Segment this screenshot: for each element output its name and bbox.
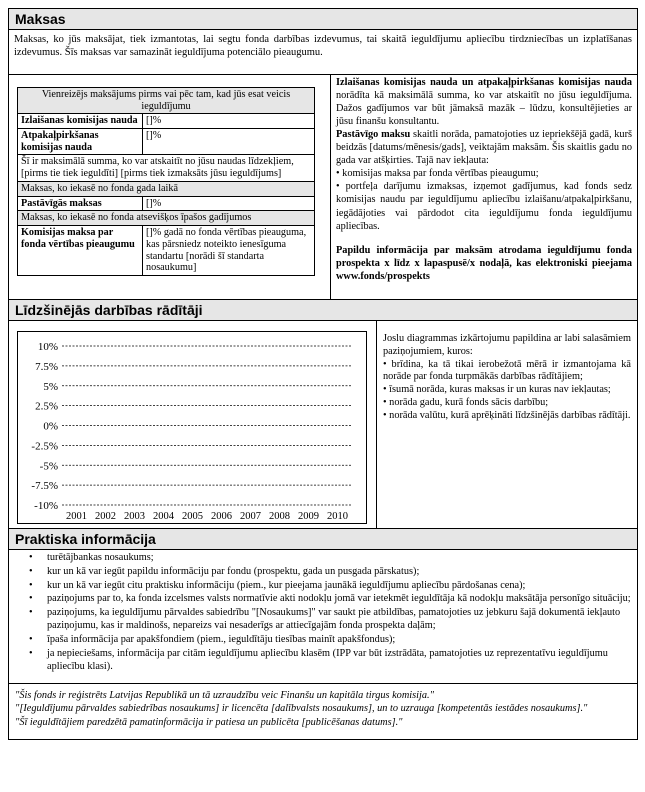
performance-description-intro: Joslu diagrammas izkārtojumu papildina ar labi salasāmiem paziņojumiem, kuros: bbox=[383, 332, 631, 357]
annual-charges-header: Maksas, ko iekasē no fonda gada laikā bbox=[18, 181, 315, 196]
ongoing-explanation bbox=[336, 128, 632, 167]
list-item-text: kur un kā var iegūt citu praktisku informāciju (piem., kur pieejama jaunākā ieguldījumu apliecību pārdošanas cena); bbox=[47, 579, 526, 591]
performance-bullet-1: • brīdina, ka tā tikai ierobežotā mērā ir izmantojama kā norāde par fonda turpmākās darbības rādītājiem; bbox=[383, 358, 631, 383]
bullet-icon: • bbox=[29, 593, 33, 605]
footer-line-1: "Šis fonds ir reģistrēts Latvijas Republikā un tā uzraudzību veic Finanšu un kapitāla tirgus komisija." bbox=[15, 689, 434, 701]
list-item-text: ja nepieciešams, informācija par citām ieguldījumu apliecību klasēm (IPP var būt izstrādāta, pamatojoties uz reprezentatīvu ieguldījumu apliecību klasi). bbox=[47, 647, 608, 672]
fees-explanation bbox=[331, 75, 637, 299]
exit-charge-value: []% bbox=[143, 129, 315, 155]
bullet-icon: • bbox=[29, 565, 33, 577]
y-tick-label: 5% bbox=[43, 380, 58, 393]
y-tick-label: 10% bbox=[37, 340, 58, 353]
x-tick-label: 2002 bbox=[95, 510, 116, 522]
x-tick-label: 2004 bbox=[153, 510, 174, 522]
list-item bbox=[15, 634, 631, 647]
y-tick-label: -10% bbox=[34, 499, 58, 512]
list-item-text: turētājbankas nosaukums; bbox=[47, 551, 154, 563]
x-tick-label: 2003 bbox=[124, 510, 145, 522]
key-investor-information-page bbox=[8, 8, 638, 740]
performance-chart-frame bbox=[17, 331, 367, 524]
x-tick-label: 2007 bbox=[240, 510, 261, 522]
performance-chart-column bbox=[9, 321, 377, 528]
ongoing-charges-value: []% bbox=[143, 196, 315, 211]
list-item bbox=[15, 593, 631, 606]
performance-section bbox=[9, 321, 637, 529]
list-item bbox=[15, 566, 631, 579]
bullet-icon: • bbox=[29, 551, 33, 563]
max-charge-note: Šī ir maksimālā summa, ko var atskaitīt no jūsu naudas līdzekļiem, [pirms tie tiek ieguldīti] [pirms tiek izmaksāts jūsu ieguldījums] bbox=[18, 155, 315, 181]
entry-charge-value: []% bbox=[143, 114, 315, 129]
fees-intro: Maksas, ko jūs maksājat, tiek izmantotas, lai segtu fonda darbības izdevumus, tai skaitā ieguldījumu apliecību tirdzniecības un izplatīšanas izdevumus. Šīs maksas var samazināt ieguldījuma potenciālo pieaugumu. bbox=[9, 30, 637, 75]
list-item-text: paziņojums, ka ieguldījumu pārvaldes sabiedrību "[Nosaukums]" var saukt pie atbildības, pamatojoties uz jebkuru šajā dokumentā iekļauto paziņojumu, kas ir maldinošs, nepareizs vai nesaderīgs ar attiecīgajām fonda prospekta daļām; bbox=[47, 607, 621, 632]
practical-list bbox=[15, 552, 631, 674]
fees-heading: Maksas bbox=[9, 9, 637, 30]
oneoff-charges-header: Vienreizējs maksājums pirms vai pēc tam, kad jūs esat veicis ieguldījumu bbox=[18, 87, 315, 113]
list-item bbox=[15, 607, 631, 633]
footer-line-3: "Šī ieguldītājiem paredzētā pamatinformācija ir patiesa un publicēta [publicēšanas datums]." bbox=[15, 717, 403, 729]
performance-bullet-3: • norāda gadu, kurā fonds sācis darbību; bbox=[383, 397, 549, 409]
performance-fee-value: []% gadā no fonda vērtības pieauguma, kas pārsniedz noteikto ienesīguma standartu [norādi šī standarta nosaukumu] bbox=[143, 226, 315, 276]
y-tick-label: -5% bbox=[39, 460, 58, 473]
list-item bbox=[15, 580, 631, 593]
ongoing-charges-label: Pastāvīgās maksas bbox=[18, 196, 143, 211]
excluded-bullet-2: • portfeļa darījumu izmaksas, izņemot gadījumus, kad fonds sedz komisijas naudu par ieguldījumu apliecību izlaišanu/atpakaļpirkšanu, iegādājoties vai pārdodot cita ieguldījumu fonda ieguldījumu apliecības. bbox=[336, 181, 632, 232]
x-tick-label: 2001 bbox=[66, 510, 87, 522]
performance-description bbox=[377, 321, 637, 528]
x-tick-label: 2008 bbox=[269, 510, 290, 522]
footer-statements bbox=[9, 684, 637, 740]
performance-fee-label: Komisijas maksa par fonda vērtības pieaugumu bbox=[18, 226, 143, 276]
performance-bullet-2: • īsumā norāda, kuras maksas ir un kuras nav iekļautas; bbox=[383, 384, 611, 396]
fees-section bbox=[9, 75, 637, 300]
list-item bbox=[15, 648, 631, 674]
list-item-text: kur un kā var iegūt papildu informāciju par fondu (prospektu, gada un pusgada pārskatus); bbox=[47, 565, 420, 577]
entry-exit-explanation-text: norādīta kā maksimālā summa, ko var atskaitīt no jūsu ieguldījuma. Dažos gadījumos var būt jāmaksā mazāk – lūdzu, konsultējieties ar jūsu finanšu konsultantu. bbox=[336, 89, 632, 128]
excluded-bullet-1: • komisijas maksa par fonda vērtības pieaugumu; bbox=[336, 168, 539, 180]
list-item bbox=[15, 552, 631, 565]
entry-exit-explanation-bold: Izlaišanas komisijas nauda un atpakaļpirkšanas komisijas nauda bbox=[336, 76, 632, 88]
x-tick-label: 2006 bbox=[211, 510, 232, 522]
performance-heading: Līdzšinējās darbības rādītāji bbox=[9, 300, 637, 321]
ongoing-explanation-bold: Pastāvīgo maksu bbox=[336, 129, 411, 141]
entry-charge-label: Izlaišanas komisijas nauda bbox=[18, 114, 143, 129]
special-charges-header: Maksas, ko iekasē no fonda atsevišķos īpašos gadījumos bbox=[18, 211, 315, 226]
x-tick-label: 2010 bbox=[327, 510, 348, 522]
exit-charge-label: Atpakaļpirkšanas komisijas nauda bbox=[18, 129, 143, 155]
footer-line-2: "[Ieguldījumu pārvaldes sabiedrības nosaukums] ir licencēta [dalībvalsts nosaukums], un to uzrauga [kompetentās iestādes nosaukums]." bbox=[15, 703, 588, 715]
bullet-icon: • bbox=[29, 579, 33, 591]
y-tick-label: 0% bbox=[43, 420, 58, 433]
y-tick-label: -2.5% bbox=[31, 440, 58, 453]
bullet-icon: • bbox=[29, 607, 33, 619]
more-info-note: Papildu informācija par maksām atrodama ieguldījumu fonda prospekta x līdz x lapaspusē/x nodaļā, kas elektroniski pieejama www.fonds/prospekts bbox=[336, 244, 632, 282]
practical-section bbox=[9, 550, 637, 684]
bullet-icon: • bbox=[29, 647, 33, 659]
practical-heading: Praktiska informācija bbox=[9, 529, 637, 550]
entry-exit-explanation bbox=[336, 76, 632, 128]
x-tick-label: 2005 bbox=[182, 510, 203, 522]
fees-table bbox=[17, 87, 315, 276]
performance-bullet-4: • norāda valūtu, kurā aprēķināti līdzšinējās darbības rādītāji. bbox=[383, 410, 631, 422]
ongoing-explanation-text: skaitli norāda, pamatojoties uz iepriekšējā gadā, kurš beidzās [datums/mēnesis/gads], veiktajām maksām. Šis skaitlis gadu no gada var atšķirties. Tajā nav iekļauta: bbox=[336, 129, 633, 167]
x-tick-label: 2009 bbox=[298, 510, 319, 522]
list-item-text: īpaša informācija par apakšfondiem (piem., ieguldītāju tiesības mainīt apakšfondus); bbox=[47, 634, 396, 646]
list-item-text: paziņojums par to, ka fonda izcelsmes valsts normatīvie akti nodokļu jomā var ietekmēt ieguldītāja kā nodokļu maksātāja personīgo situāciju; bbox=[47, 593, 631, 605]
performance-bar-chart bbox=[18, 332, 366, 523]
y-tick-label: 2.5% bbox=[35, 400, 58, 413]
y-tick-label: -7.5% bbox=[31, 480, 58, 492]
y-tick-label: 7.5% bbox=[35, 360, 58, 373]
bullet-icon: • bbox=[29, 634, 33, 646]
fees-table-column bbox=[9, 75, 331, 299]
